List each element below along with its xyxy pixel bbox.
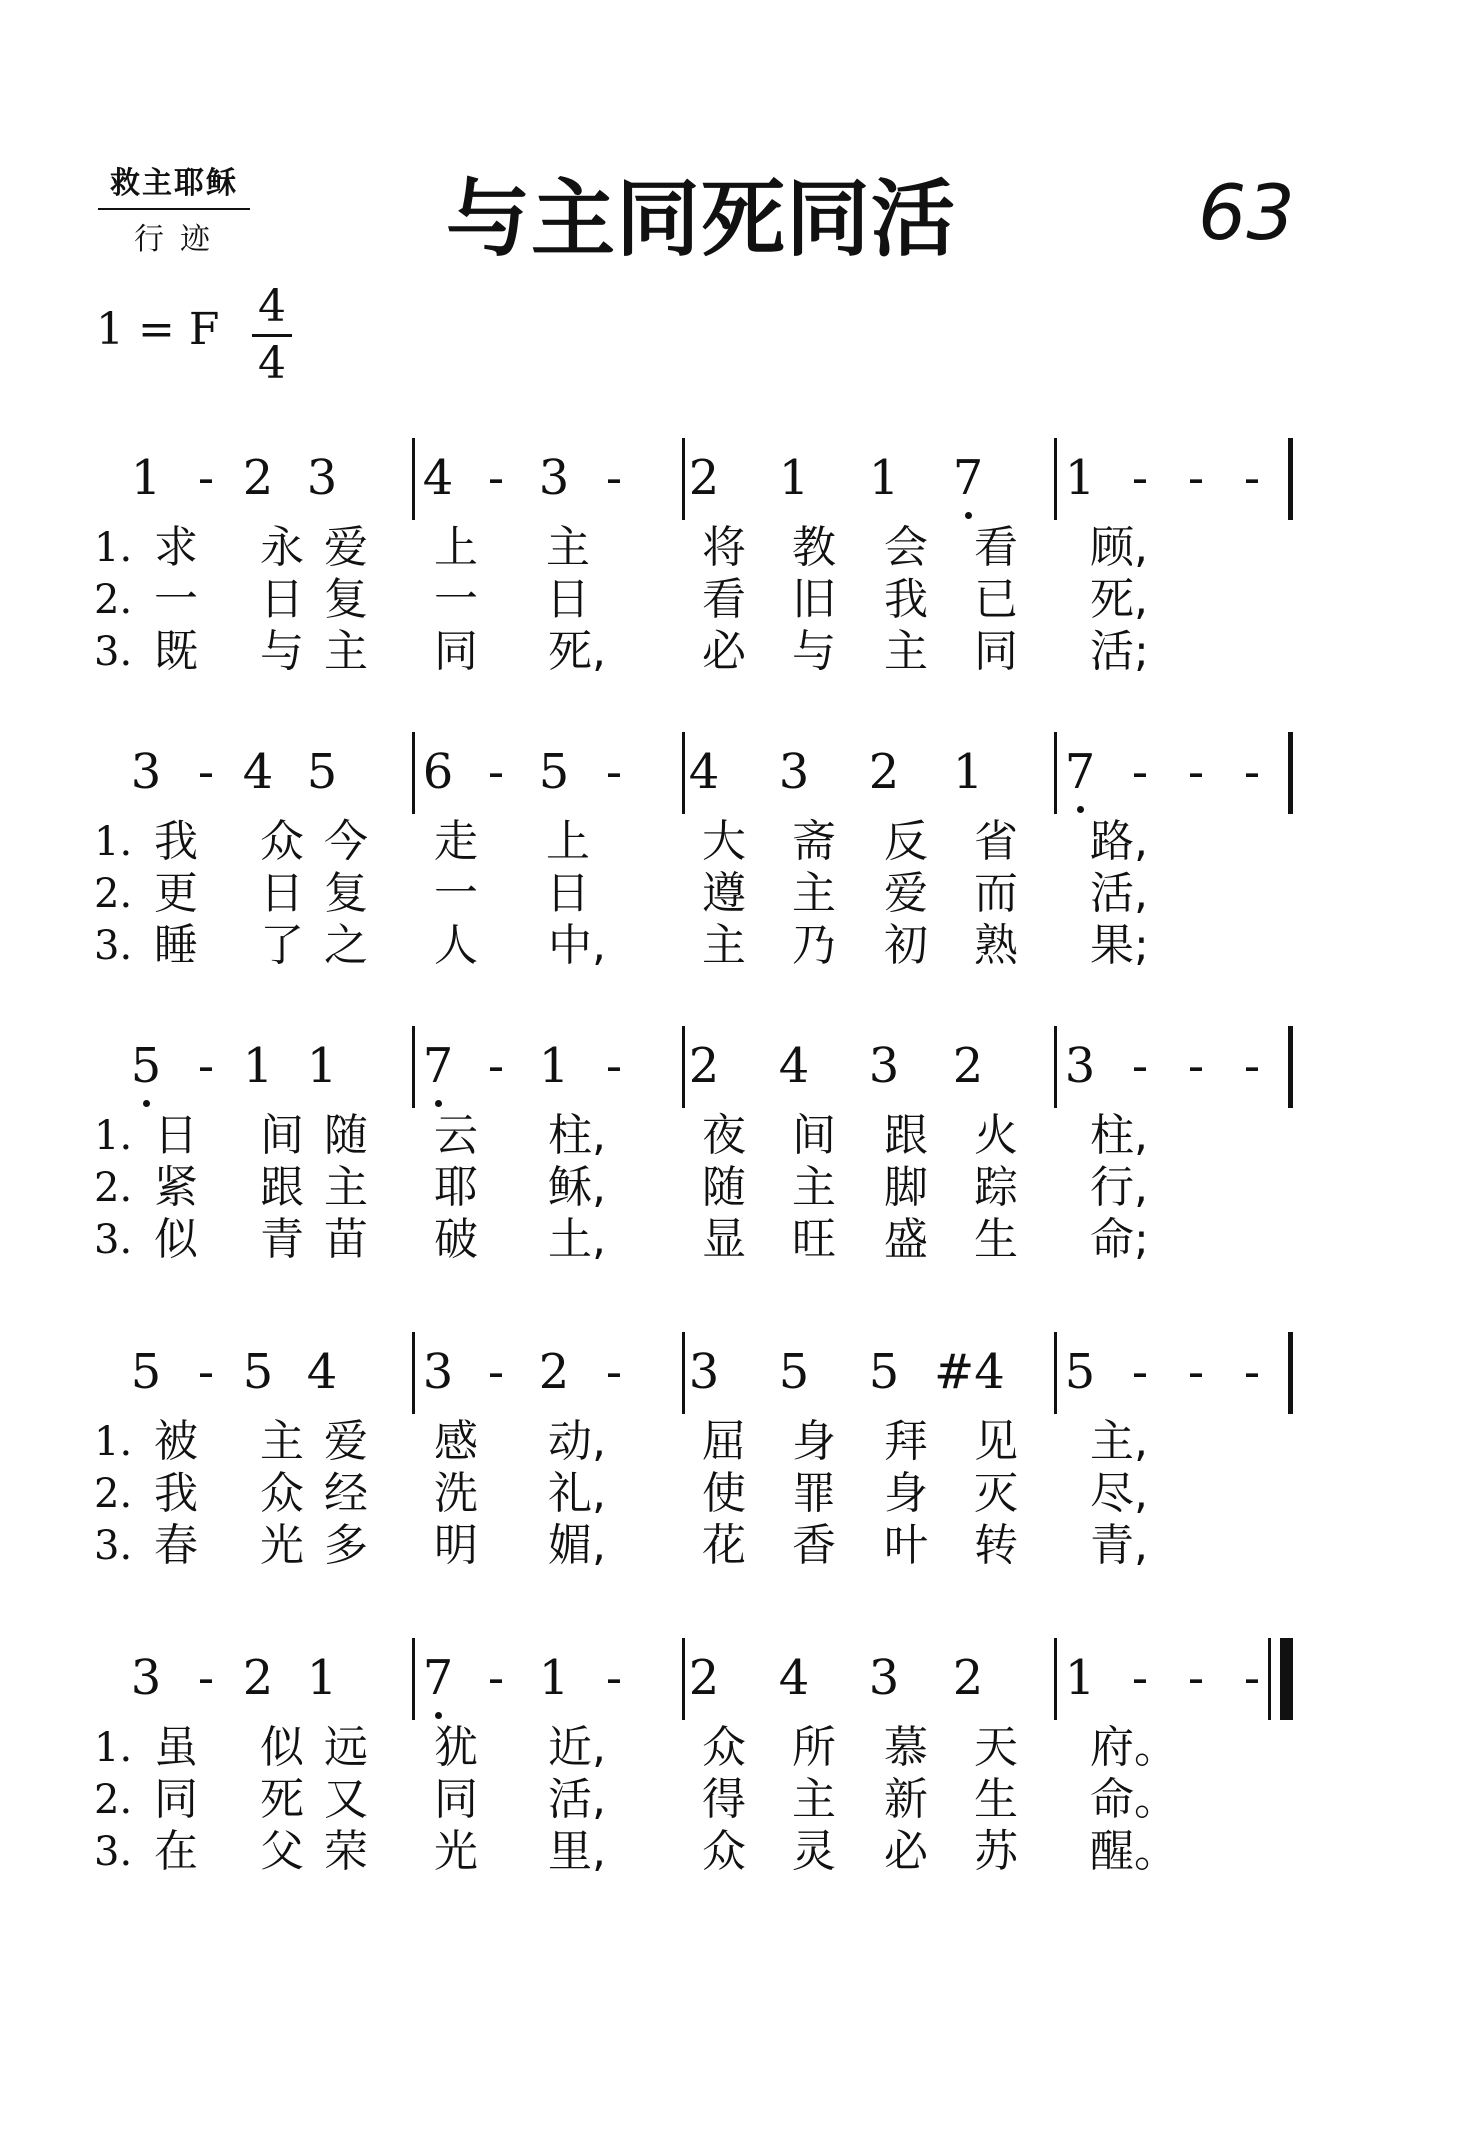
note-dash: - (1187, 1650, 1205, 1706)
lyric-syllable: 复 (324, 868, 368, 919)
lyric-syllable: 罪 (792, 1468, 836, 1519)
note-dash: - (1131, 1344, 1149, 1400)
lyric-syllable: 经 (324, 1468, 368, 1519)
note-dash: - (605, 450, 623, 506)
lyric-syllable: 已 (974, 574, 1018, 625)
category-sub: 行迹 (134, 222, 226, 257)
lyric-syllable: 了 (260, 920, 304, 971)
note: 2 (242, 450, 274, 506)
barline (682, 438, 685, 520)
lyric-syllable: 一 (154, 574, 198, 625)
lyric-syllable: 转 (974, 1520, 1018, 1571)
note-dash: - (1131, 744, 1149, 800)
note-dash: - (1243, 744, 1261, 800)
barline (1288, 732, 1291, 814)
lyric-syllable: 而 (974, 868, 1018, 919)
lyric-syllable: 主 (260, 1416, 304, 1467)
note: 1 (538, 1650, 570, 1706)
lyric-syllable: 花 (702, 1520, 746, 1571)
lyric-syllable: 死, (1090, 574, 1148, 625)
lyric-syllable: 一 (434, 868, 478, 919)
verse-number: 3. (94, 1217, 133, 1263)
lyric-syllable: 日 (260, 574, 304, 625)
note: 3 (778, 744, 810, 800)
note: 1 (538, 1038, 570, 1094)
lyric-syllable: 洗 (434, 1468, 478, 1519)
note: 1 (242, 1038, 274, 1094)
lyric-syllable: 随 (702, 1162, 746, 1213)
note: 5 (130, 1344, 162, 1400)
lyric-syllable: 云 (434, 1110, 478, 1161)
verse-number: 1. (94, 819, 133, 865)
barline (412, 732, 415, 814)
note: 3 (688, 1344, 720, 1400)
lyric-syllable: 与 (260, 626, 304, 677)
lyric-syllable: 会 (884, 522, 928, 573)
lyric-syllable: 香 (792, 1520, 836, 1571)
barline (1288, 1332, 1291, 1414)
lyric-syllable: 踪 (974, 1162, 1018, 1213)
lyric-syllable: 斋 (792, 816, 836, 867)
barline (682, 1026, 685, 1108)
score-system (0, 1346, 1480, 1606)
note: 2 (538, 1344, 570, 1400)
note: 7 (418, 1652, 458, 1704)
barline (1054, 1026, 1057, 1108)
note: 2 (688, 1650, 720, 1706)
lyric-syllable: 我 (884, 574, 928, 625)
lyric-syllable: 父 (260, 1826, 304, 1877)
lyric-syllable: 天 (974, 1722, 1018, 1773)
note: 5 (538, 744, 570, 800)
lyric-syllable: 看 (974, 522, 1018, 573)
lyric-syllable: 身 (884, 1468, 928, 1519)
note-dash: - (197, 450, 215, 506)
final-barline (1280, 1638, 1292, 1720)
note: 1 (778, 450, 810, 506)
note: 4 (306, 1344, 338, 1400)
note-dash: - (487, 450, 505, 506)
barline (412, 1026, 415, 1108)
note: 3 (130, 744, 162, 800)
lyric-syllable: 活; (1090, 626, 1149, 677)
lyric-syllable: 拜 (884, 1416, 928, 1467)
lyric-syllable: 中, (548, 920, 606, 971)
note-dash: - (1131, 450, 1149, 506)
lyric-syllable: 犹 (434, 1722, 478, 1773)
time-signature (252, 282, 292, 389)
lyric-syllable: 灭 (974, 1468, 1018, 1519)
lyric-syllable: 主 (324, 626, 368, 677)
lyric-syllable: 脚 (884, 1162, 928, 1213)
lyric-syllable: 青, (1090, 1520, 1148, 1571)
lyric-syllable: 叶 (884, 1520, 928, 1571)
barline (1054, 732, 1057, 814)
note: 3 (1064, 1038, 1096, 1094)
barline (1288, 1026, 1291, 1108)
note: 2 (688, 1038, 720, 1094)
note-dash: - (1187, 744, 1205, 800)
lyric-syllable: 随 (324, 1110, 368, 1161)
note: 5 (1064, 1344, 1096, 1400)
lyric-syllable: 爱 (324, 522, 368, 573)
barline (1054, 438, 1057, 520)
lyric-syllable: 众 (260, 1468, 304, 1519)
lyric-syllable: 今 (324, 816, 368, 867)
lyric-syllable: 同 (974, 626, 1018, 677)
lyric-syllable: 礼, (548, 1468, 606, 1519)
barline (682, 1332, 685, 1414)
lyric-syllable: 耶 (434, 1162, 478, 1213)
note: 5 (126, 1040, 166, 1092)
note: 7 (418, 1040, 458, 1092)
note: 3 (868, 1650, 900, 1706)
note: #4 (934, 1344, 1005, 1400)
lyric-syllable: 既 (154, 626, 198, 677)
verse-number: 1. (94, 1725, 133, 1771)
lyric-syllable: 命。 (1090, 1774, 1178, 1825)
category-main: 救主耶稣 (110, 166, 238, 201)
score-system (0, 1040, 1480, 1300)
lyric-syllable: 醒。 (1090, 1826, 1178, 1877)
verse-number: 1. (94, 1419, 133, 1465)
barline (682, 1638, 685, 1720)
lyric-syllable: 同 (434, 1774, 478, 1825)
note-dash: - (487, 744, 505, 800)
lyric-syllable: 又 (324, 1774, 368, 1825)
lyric-syllable: 紧 (154, 1162, 198, 1213)
lyric-syllable: 上 (546, 816, 590, 867)
note: 4 (778, 1038, 810, 1094)
lyric-syllable: 府。 (1090, 1722, 1178, 1773)
note-dash: - (1187, 1344, 1205, 1400)
note: 1 (306, 1038, 338, 1094)
lyric-syllable: 初 (884, 920, 928, 971)
note: 3 (130, 1650, 162, 1706)
verse-number: 3. (94, 1829, 133, 1875)
lyric-syllable: 盛 (884, 1214, 928, 1265)
lyric-syllable: 之 (324, 920, 368, 971)
lyric-syllable: 顾, (1090, 522, 1148, 573)
lyric-syllable: 死 (260, 1774, 304, 1825)
note-dash: - (1243, 1650, 1261, 1706)
lyric-syllable: 苗 (324, 1214, 368, 1265)
verse-number: 1. (94, 525, 133, 571)
barline (1054, 1332, 1057, 1414)
note: 5 (778, 1344, 810, 1400)
lyric-syllable: 间 (792, 1110, 836, 1161)
verse-number: 3. (94, 629, 133, 675)
lyric-syllable: 光 (260, 1520, 304, 1571)
lyric-syllable: 灵 (792, 1826, 836, 1877)
barline (682, 732, 685, 814)
lyric-syllable: 尽, (1090, 1468, 1148, 1519)
lyric-syllable: 所 (792, 1722, 836, 1773)
lyric-syllable: 跟 (260, 1162, 304, 1213)
note-dash: - (605, 1344, 623, 1400)
lyric-syllable: 媚, (548, 1520, 606, 1571)
lyric-syllable: 同 (154, 1774, 198, 1825)
lyric-syllable: 感 (434, 1416, 478, 1467)
note-dash: - (487, 1038, 505, 1094)
note: 4 (242, 744, 274, 800)
lyric-syllable: 夜 (702, 1110, 746, 1161)
lyric-syllable: 爱 (884, 868, 928, 919)
note-dash: - (1131, 1650, 1149, 1706)
lyric-syllable: 见 (974, 1416, 1018, 1467)
lyric-syllable: 求 (154, 522, 198, 573)
hymn-title: 与主同死同活 (446, 170, 957, 268)
note: 4 (778, 1650, 810, 1706)
lyric-syllable: 主 (792, 1774, 836, 1825)
lyric-syllable: 大 (702, 816, 746, 867)
lyric-syllable: 主 (546, 522, 590, 573)
lyric-syllable: 旺 (792, 1214, 836, 1265)
lyric-syllable: 遵 (702, 868, 746, 919)
lyric-syllable: 爱 (324, 1416, 368, 1467)
note: 5 (242, 1344, 274, 1400)
score-system (0, 1652, 1480, 1912)
lyric-syllable: 日 (546, 574, 590, 625)
note-dash: - (197, 1344, 215, 1400)
barline (412, 1638, 415, 1720)
lyric-syllable: 熟 (974, 920, 1018, 971)
lyric-syllable: 青 (260, 1214, 304, 1265)
note-dash: - (1243, 1344, 1261, 1400)
lyric-syllable: 似 (260, 1722, 304, 1773)
note-dash: - (197, 1650, 215, 1706)
lyric-syllable: 柱, (1090, 1110, 1148, 1161)
lyric-syllable: 春 (154, 1520, 198, 1571)
category-divider (98, 208, 250, 210)
lyric-syllable: 土, (548, 1214, 606, 1265)
lyric-syllable: 主 (702, 920, 746, 971)
lyric-syllable: 屈 (702, 1416, 746, 1467)
note: 6 (422, 744, 454, 800)
lyric-syllable: 在 (154, 1826, 198, 1877)
note-dash: - (1243, 450, 1261, 506)
lyric-syllable: 新 (884, 1774, 928, 1825)
lyric-syllable: 日 (260, 868, 304, 919)
lyric-syllable: 光 (434, 1826, 478, 1877)
note: 1 (868, 450, 900, 506)
lyric-syllable: 破 (434, 1214, 478, 1265)
note: 1 (952, 744, 984, 800)
lyric-syllable: 跟 (884, 1110, 928, 1161)
lyric-syllable: 睡 (154, 920, 198, 971)
barline (412, 1332, 415, 1414)
lyric-syllable: 被 (154, 1416, 198, 1467)
lyric-syllable: 活, (1090, 868, 1148, 919)
lyric-syllable: 路, (1090, 816, 1148, 867)
lyric-syllable: 果; (1090, 920, 1149, 971)
lyric-syllable: 主 (884, 626, 928, 677)
lyric-syllable: 多 (324, 1520, 368, 1571)
note: 4 (422, 450, 454, 506)
lyric-syllable: 荣 (324, 1826, 368, 1877)
lyric-syllable: 众 (702, 1826, 746, 1877)
note-dash: - (1243, 1038, 1261, 1094)
note: 2 (952, 1038, 984, 1094)
lyric-syllable: 我 (154, 1468, 198, 1519)
lyric-syllable: 显 (702, 1214, 746, 1265)
note: 1 (1064, 1650, 1096, 1706)
lyric-syllable: 反 (884, 816, 928, 867)
note: 3 (422, 1344, 454, 1400)
lyric-syllable: 走 (434, 816, 478, 867)
note-dash: - (1187, 450, 1205, 506)
note: 3 (306, 450, 338, 506)
lyric-syllable: 日 (546, 868, 590, 919)
verse-number: 2. (94, 871, 133, 917)
note: 5 (306, 744, 338, 800)
lyric-syllable: 教 (792, 522, 836, 573)
verse-number: 1. (94, 1113, 133, 1159)
lyric-syllable: 命; (1090, 1214, 1149, 1265)
verse-number: 2. (94, 1471, 133, 1517)
lyric-syllable: 得 (702, 1774, 746, 1825)
note: 1 (306, 1650, 338, 1706)
note-dash: - (1187, 1038, 1205, 1094)
note-dash: - (605, 1650, 623, 1706)
lyric-syllable: 柱, (548, 1110, 606, 1161)
note-dash: - (487, 1650, 505, 1706)
lyric-syllable: 慕 (884, 1722, 928, 1773)
lyric-syllable: 复 (324, 574, 368, 625)
lyric-syllable: 里, (548, 1826, 606, 1877)
lyric-syllable: 与 (792, 626, 836, 677)
lyric-syllable: 更 (154, 868, 198, 919)
verse-number: 2. (94, 1165, 133, 1211)
key-signature: 1 = F (96, 304, 220, 355)
lyric-syllable: 苏 (974, 1826, 1018, 1877)
note-dash: - (197, 744, 215, 800)
note: 4 (688, 744, 720, 800)
lyric-syllable: 众 (260, 816, 304, 867)
barline (1054, 1638, 1057, 1720)
lyric-syllable: 将 (702, 522, 746, 573)
lyric-syllable: 使 (702, 1468, 746, 1519)
note: 2 (688, 450, 720, 506)
lyric-syllable: 主 (792, 1162, 836, 1213)
category-label (98, 158, 250, 258)
lyric-syllable: 上 (434, 522, 478, 573)
lyric-syllable: 省 (974, 816, 1018, 867)
lyric-syllable: 生 (974, 1214, 1018, 1265)
barline (412, 438, 415, 520)
lyric-syllable: 看 (702, 574, 746, 625)
lyric-syllable: 日 (154, 1110, 198, 1161)
lyric-syllable: 旧 (792, 574, 836, 625)
score-system (0, 452, 1480, 712)
lyric-syllable: 行, (1090, 1162, 1148, 1213)
barline (1288, 438, 1291, 520)
lyric-syllable: 近, (548, 1722, 606, 1773)
lyric-syllable: 远 (324, 1722, 368, 1773)
lyric-syllable: 似 (154, 1214, 198, 1265)
lyric-syllable: 主, (1090, 1416, 1148, 1467)
lyric-syllable: 乃 (792, 920, 836, 971)
lyric-syllable: 火 (974, 1110, 1018, 1161)
verse-number: 2. (94, 1777, 133, 1823)
time-numerator: 4 (258, 281, 286, 332)
note: 3 (868, 1038, 900, 1094)
lyric-syllable: 必 (884, 1826, 928, 1877)
lyric-syllable: 明 (434, 1520, 478, 1571)
lyric-syllable: 间 (260, 1110, 304, 1161)
note-dash: - (1131, 1038, 1149, 1094)
time-fraction-bar (252, 334, 292, 337)
lyric-syllable: 生 (974, 1774, 1018, 1825)
score-system (0, 746, 1480, 1006)
lyric-syllable: 人 (434, 920, 478, 971)
verse-number: 2. (94, 577, 133, 623)
lyric-syllable: 主 (324, 1162, 368, 1213)
lyric-syllable: 主 (792, 868, 836, 919)
note: 2 (868, 744, 900, 800)
note: 7 (948, 452, 988, 504)
lyric-syllable: 永 (260, 522, 304, 573)
note-dash: - (487, 1344, 505, 1400)
note: 1 (1064, 450, 1096, 506)
lyric-syllable: 活, (548, 1774, 606, 1825)
time-denominator: 4 (258, 338, 286, 389)
lyric-syllable: 虽 (154, 1722, 198, 1773)
lyric-syllable: 众 (702, 1722, 746, 1773)
lyric-syllable: 同 (434, 626, 478, 677)
note: 2 (242, 1650, 274, 1706)
verse-number: 3. (94, 1523, 133, 1569)
lyric-syllable: 一 (434, 574, 478, 625)
lyric-syllable: 我 (154, 816, 198, 867)
hymn-number: 63 (1198, 168, 1295, 257)
note: 5 (868, 1344, 900, 1400)
lyric-syllable: 稣, (548, 1162, 606, 1213)
note: 1 (130, 450, 162, 506)
lyric-syllable: 身 (792, 1416, 836, 1467)
lyric-syllable: 死, (548, 626, 606, 677)
note-dash: - (605, 1038, 623, 1094)
note: 7 (1060, 746, 1100, 798)
note: 3 (538, 450, 570, 506)
note: 2 (952, 1650, 984, 1706)
verse-number: 3. (94, 923, 133, 969)
lyric-syllable: 动, (548, 1416, 606, 1467)
note-dash: - (197, 1038, 215, 1094)
lyric-syllable: 必 (702, 626, 746, 677)
note-dash: - (605, 744, 623, 800)
